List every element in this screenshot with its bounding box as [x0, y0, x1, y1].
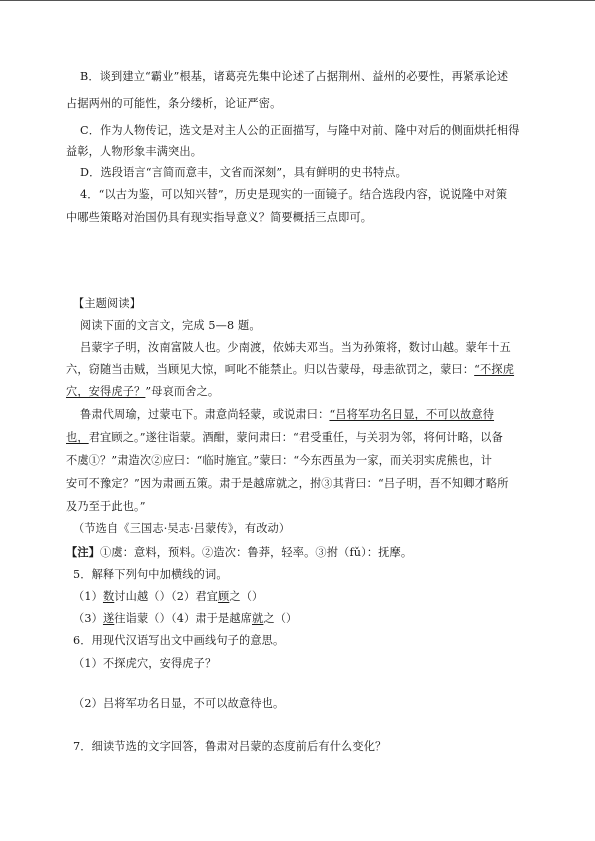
passage-text: 君宜顾之。”遂往诣蒙。酒酣，蒙问肃曰：“君受重任，与关羽为邻，将何计略，以备 [88, 431, 503, 444]
item-text: 之（） [263, 612, 298, 625]
passage-source: （节选自《三国志·吴志·吕蒙传》，有改动） [73, 522, 291, 535]
underlined-word: 顾 [218, 590, 230, 603]
option-c-line-2: 益彰，人物形象丰满突出。 [66, 145, 203, 158]
reading-instruction: 阅读下面的文言文，完成 5—8 题。 [80, 319, 261, 332]
notes-label: 【注】 [66, 545, 101, 559]
question-6-item-1: （1）不探虎穴，安得虎子？ [73, 657, 217, 670]
question-6: 6．用现代汉语写出文中画线句子的意思。 [73, 634, 285, 647]
underlined-sentence: 穴，安得虎子？ [66, 385, 146, 398]
question-5-items-1 [73, 590, 263, 604]
passage-p2-line-3: 不虞①？”肃造次②应曰：“临时施宜。”蒙曰：“今东西虽为一家，而关羽实虎熊也，计 [66, 454, 493, 467]
underlined-word: 数 [102, 590, 115, 603]
passage-p1-line-2 [66, 363, 514, 377]
question-4-line-2: 中哪些策略对治国仍具有现实指导意义？简要概括三点即可。 [66, 211, 373, 224]
underlined-word: 遂 [102, 612, 115, 625]
option-c-line-1: C．作为人物传记，选文是对主人公的正面描写，与隆中对前、隆中对后的侧面烘托相得 [80, 124, 520, 137]
notes-text: ①虞：意料，预料。②造次：鲁莽，轻率。③拊（fǔ）：抚摩。 [100, 546, 413, 559]
passage-p1-line-3 [66, 385, 219, 399]
top-rule [0, 0, 595, 1]
passage-p1-line-1: 吕蒙字子明，汝南富陂人也。少南渡，依姊夫邓当。当为孙策将，数讨山越。蒙年十五 [80, 341, 511, 354]
question-4-line-1: 4．“以古为鉴，可以知兴替”，历史是现实的一面镜子。结合选段内容，说说隆中对策 [80, 188, 508, 201]
question-7: 7．细读节选的文字回答，鲁肃对吕蒙的态度前后有什么变化？ [73, 740, 387, 753]
underlined-sentence: “不探虎 [474, 363, 515, 376]
item-text: 之（） [229, 590, 264, 603]
item-text: 往诣蒙（）（4）肃于是越席 [114, 612, 253, 625]
passage-p2-line-1 [80, 408, 494, 422]
underlined-word: 就 [252, 612, 264, 625]
question-5-items-2 [73, 612, 297, 626]
question-5: 5．解释下列句中加横线的词。 [73, 568, 228, 581]
passage-text: ”母哀而舍之。 [145, 385, 220, 398]
question-6-item-2: （2）吕将军功名日显，不可以故意待也。 [73, 697, 285, 710]
passage-p2-line-4: 安可不豫定？”因为肃画五策。肃于是越席就之，拊③其背曰：“吕子明，吾不知卿才略所 [66, 477, 509, 490]
item-number: （1） [73, 590, 103, 603]
notes-line [66, 545, 412, 560]
underlined-sentence: “吕将军功名日显，不可以故意待 [329, 408, 495, 421]
passage-p2-line-2 [66, 431, 503, 445]
option-b-line-1: B．谈到建立“霸业”根基，诸葛亮先集中论述了占据荆州、益州的必要性，再紧承论述 [80, 70, 509, 83]
section-header: 【主题阅读】 [73, 297, 142, 310]
item-text: 讨山越（）（2）君宜 [114, 590, 219, 603]
option-b-line-2: 占据两州的可能性，条分缕析，论证严密。 [66, 97, 282, 110]
underlined-sentence: 也， [66, 431, 89, 444]
option-d-line: D．选段语言“言简而意丰，文省而深刻”，具有鲜明的史书特点。 [80, 166, 407, 179]
passage-text: 六，窃随当击贼，当顾见大惊，呵叱不能禁止。归以告蒙母，母恚欲罚之，蒙曰： [66, 363, 475, 376]
item-number: （3） [73, 612, 103, 625]
passage-text: 鲁肃代周瑜，过蒙屯下。肃意尚轻蒙，或说肃曰： [80, 408, 330, 421]
passage-p2-line-5: 及乃至于此也。” [66, 500, 146, 513]
